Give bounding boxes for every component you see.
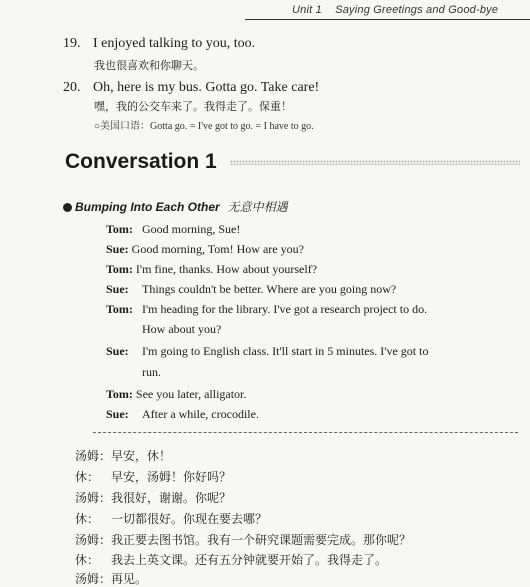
- speaker: 休：: [75, 470, 100, 484]
- dialogue-line: [106, 262, 317, 277]
- usage-note: ○美国口语：Gotta go. = I've got to go. = I have to go.: [94, 121, 314, 132]
- line-text: 一切都很好。你现在要去哪？: [111, 512, 268, 526]
- item-english: Oh, here is my bus. Gotta go. Take care!: [93, 80, 320, 95]
- speaker: 汤姆：: [75, 533, 112, 547]
- line-text: Things couldn't be better. Where are you going now?: [142, 282, 397, 296]
- dialogue-line: [106, 222, 240, 237]
- line-text: Good morning, Sue!: [142, 222, 241, 236]
- line-text: 我很好，谢谢。你呢？: [111, 491, 232, 505]
- item-number: 19.: [63, 36, 81, 51]
- speaker: Tom:: [106, 262, 133, 276]
- item-number: 20.: [63, 80, 81, 95]
- speaker: Tom:: [106, 302, 133, 316]
- dashed-divider: [93, 432, 518, 433]
- section-title-zh: 无意中相遇: [227, 200, 288, 214]
- dialogue-line: [106, 344, 428, 359]
- translation-line: [75, 447, 171, 464]
- sentence-20: [63, 80, 319, 96]
- section-heading: [63, 198, 288, 216]
- speaker: Sue:: [106, 242, 129, 256]
- line-text: 我正要去图书馆。我有一个研究课题需要完成。那你呢？: [111, 533, 412, 547]
- speaker: Tom:: [106, 222, 133, 236]
- sentence-19-translation: 我也很喜欢和你聊天。: [94, 60, 204, 72]
- unit-title: Saying Greetings and Good-bye: [335, 4, 499, 16]
- header-rule: [245, 19, 530, 20]
- line-text: 我去上英文课。还有五分钟就要开始了。我得走了。: [111, 553, 388, 567]
- running-header: [292, 4, 498, 16]
- title-dotted-rule: [230, 160, 520, 165]
- conversation-title: Conversation 1: [65, 150, 217, 173]
- sentence-20-translation: 嘿，我的公交车来了。我得走了。保重！: [94, 101, 292, 113]
- line-text: 再见。: [111, 572, 148, 586]
- dialogue-line: [106, 407, 259, 422]
- line-text: I'm going to English class. It'll start in 5 minutes. I've got to: [142, 344, 429, 358]
- line-text: 早安，休！: [111, 449, 172, 463]
- unit-label: Unit 1: [292, 4, 322, 16]
- speaker: Sue:: [106, 407, 129, 421]
- line-text: Good morning, Tom! How are you?: [131, 242, 304, 256]
- translation-line: [75, 489, 231, 506]
- line-text: See you later, alligator.: [135, 387, 247, 401]
- speaker: Sue:: [106, 344, 129, 358]
- speaker: 汤姆：: [75, 449, 112, 463]
- line-text: 早安，汤姆！你好吗？: [111, 470, 232, 484]
- translation-line: [75, 510, 267, 527]
- line-text: I'm fine, thanks. How about yourself?: [135, 262, 318, 276]
- dialogue-line: [106, 387, 246, 402]
- dialogue-continuation: run.: [142, 365, 161, 379]
- dialogue-line: [106, 282, 396, 297]
- line-text: After a while, crocodile.: [142, 407, 259, 421]
- speaker: Sue:: [106, 282, 129, 296]
- speaker: 汤姆：: [75, 572, 112, 586]
- sentence-19: [63, 36, 255, 52]
- translation-line: [75, 551, 387, 568]
- translation-line: [75, 468, 231, 485]
- speaker: 休：: [75, 512, 100, 526]
- dialogue-line: [106, 242, 304, 257]
- speaker: Tom:: [106, 387, 133, 401]
- speaker: 汤姆：: [75, 491, 112, 505]
- dialogue-continuation: How about you?: [142, 322, 222, 336]
- item-english: I enjoyed talking to you, too.: [93, 36, 256, 51]
- line-text: I'm heading for the library. I've got a research project to do.: [142, 302, 428, 316]
- bullet-icon: [63, 203, 72, 212]
- translation-line: [75, 570, 147, 587]
- translation-line: [75, 531, 411, 548]
- dialogue-line: [106, 302, 427, 317]
- section-title-en: Bumping Into Each Other: [75, 200, 220, 214]
- speaker: 休：: [75, 553, 100, 567]
